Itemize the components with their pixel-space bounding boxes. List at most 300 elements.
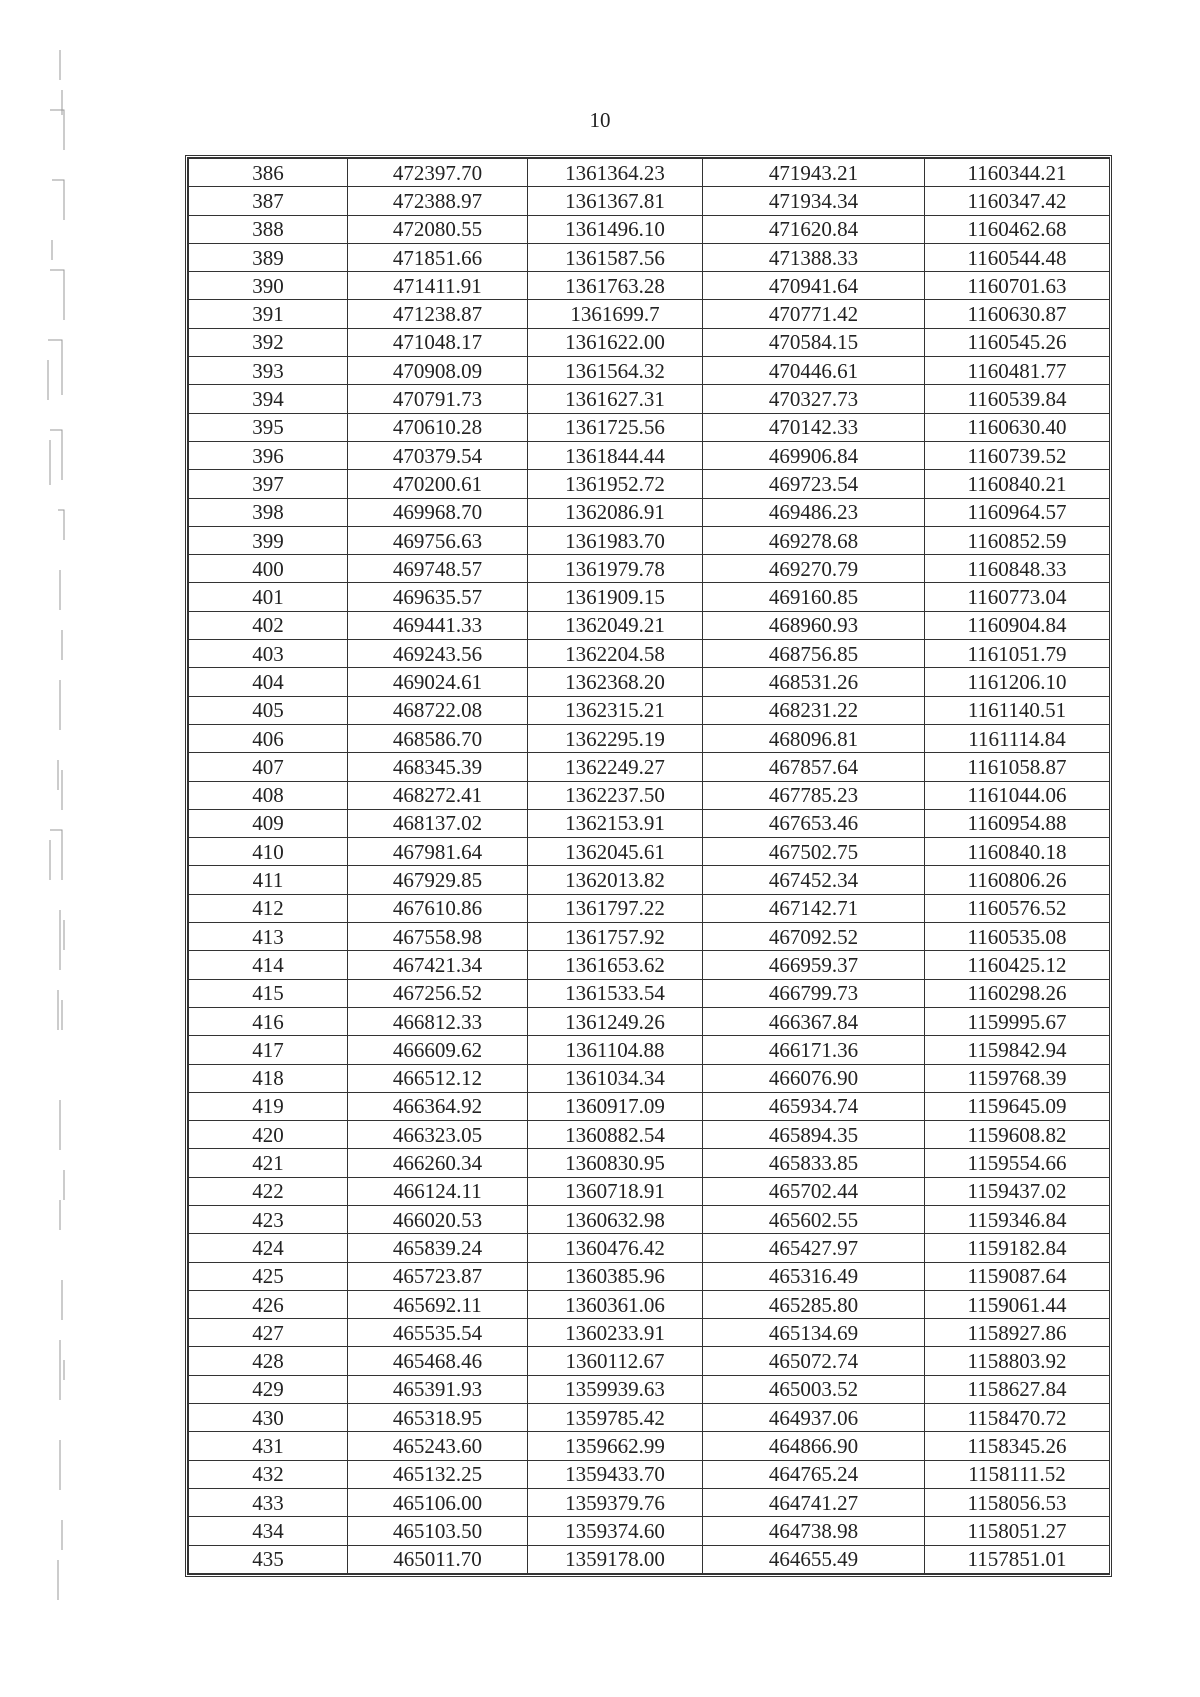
col-x2: 465072.74 <box>703 1347 925 1375</box>
col-x2: 464866.90 <box>703 1432 925 1460</box>
data-row <box>189 1121 1110 1149</box>
col-x2: 467502.75 <box>703 838 925 866</box>
data-row <box>189 1488 1110 1516</box>
data-row <box>189 1375 1110 1403</box>
col-x2: 464738.98 <box>703 1517 925 1545</box>
col-point: 435 <box>189 1545 348 1573</box>
col-y2: 1159182.84 <box>925 1234 1110 1262</box>
col-point: 418 <box>189 1064 348 1092</box>
col-x2: 465134.69 <box>703 1319 925 1347</box>
col-y2: 1158345.26 <box>925 1432 1110 1460</box>
col-x1: 466323.05 <box>348 1121 528 1149</box>
col-y1: 1361763.28 <box>528 272 703 300</box>
col-y2: 1160630.40 <box>925 413 1110 441</box>
data-row <box>189 243 1110 271</box>
col-y2: 1161044.06 <box>925 781 1110 809</box>
col-y1: 1359939.63 <box>528 1375 703 1403</box>
col-y2: 1160701.63 <box>925 272 1110 300</box>
col-x1: 466609.62 <box>348 1036 528 1064</box>
col-x1: 465692.11 <box>348 1290 528 1318</box>
col-y2: 1157851.01 <box>925 1545 1110 1573</box>
data-row <box>189 1545 1110 1573</box>
data-row <box>189 441 1110 469</box>
col-y2: 1158627.84 <box>925 1375 1110 1403</box>
col-y1: 1361757.92 <box>528 923 703 951</box>
data-row <box>189 498 1110 526</box>
col-point: 424 <box>189 1234 348 1262</box>
col-y2: 1160954.88 <box>925 809 1110 837</box>
col-x1: 469748.57 <box>348 555 528 583</box>
col-x1: 467256.52 <box>348 979 528 1007</box>
col-x2: 465833.85 <box>703 1149 925 1177</box>
col-y1: 1361725.56 <box>528 413 703 441</box>
col-x2: 470584.15 <box>703 328 925 356</box>
col-point: 433 <box>189 1488 348 1516</box>
data-row <box>189 1432 1110 1460</box>
col-x1: 467558.98 <box>348 923 528 951</box>
data-row <box>189 696 1110 724</box>
col-y2: 1160840.21 <box>925 470 1110 498</box>
col-point: 387 <box>189 187 348 215</box>
col-y1: 1361364.23 <box>528 159 703 187</box>
col-y2: 1159842.94 <box>925 1036 1110 1064</box>
col-point: 429 <box>189 1375 348 1403</box>
col-y1: 1362315.21 <box>528 696 703 724</box>
col-y1: 1361622.00 <box>528 328 703 356</box>
coordinate-table <box>188 158 1110 1574</box>
col-x1: 469756.63 <box>348 526 528 554</box>
col-y2: 1159346.84 <box>925 1205 1110 1233</box>
col-y2: 1160852.59 <box>925 526 1110 554</box>
data-row <box>189 328 1110 356</box>
col-x2: 467785.23 <box>703 781 925 809</box>
col-x2: 471934.34 <box>703 187 925 215</box>
data-row <box>189 1460 1110 1488</box>
col-y1: 1360476.42 <box>528 1234 703 1262</box>
col-x1: 465839.24 <box>348 1234 528 1262</box>
col-x2: 465894.35 <box>703 1121 925 1149</box>
col-x2: 465934.74 <box>703 1092 925 1120</box>
data-row <box>189 357 1110 385</box>
col-x2: 467857.64 <box>703 753 925 781</box>
data-row <box>189 1036 1110 1064</box>
col-point: 414 <box>189 951 348 979</box>
col-y2: 1161114.84 <box>925 724 1110 752</box>
data-row <box>189 159 1110 187</box>
col-y1: 1359178.00 <box>528 1545 703 1573</box>
data-row <box>189 1319 1110 1347</box>
col-x2: 469270.79 <box>703 555 925 583</box>
col-point: 432 <box>189 1460 348 1488</box>
col-point: 406 <box>189 724 348 752</box>
col-x1: 472388.97 <box>348 187 528 215</box>
col-y2: 1160481.77 <box>925 357 1110 385</box>
col-y1: 1361952.72 <box>528 470 703 498</box>
col-x2: 465003.52 <box>703 1375 925 1403</box>
col-point: 431 <box>189 1432 348 1460</box>
col-y1: 1360385.96 <box>528 1262 703 1290</box>
col-y2: 1160544.48 <box>925 243 1110 271</box>
col-x2: 466959.37 <box>703 951 925 979</box>
col-y2: 1160545.26 <box>925 328 1110 356</box>
col-y2: 1159768.39 <box>925 1064 1110 1092</box>
col-x2: 470142.33 <box>703 413 925 441</box>
col-x1: 470610.28 <box>348 413 528 441</box>
col-x2: 467653.46 <box>703 809 925 837</box>
col-y1: 1362013.82 <box>528 866 703 894</box>
col-x2: 471620.84 <box>703 215 925 243</box>
col-x1: 465535.54 <box>348 1319 528 1347</box>
data-row <box>189 1347 1110 1375</box>
col-y2: 1161206.10 <box>925 668 1110 696</box>
data-row <box>189 470 1110 498</box>
col-x1: 465243.60 <box>348 1432 528 1460</box>
col-y1: 1362204.58 <box>528 640 703 668</box>
col-y1: 1360882.54 <box>528 1121 703 1149</box>
col-x1: 467929.85 <box>348 866 528 894</box>
col-y2: 1160539.84 <box>925 385 1110 413</box>
col-point: 396 <box>189 441 348 469</box>
col-y1: 1361034.34 <box>528 1064 703 1092</box>
col-y1: 1362368.20 <box>528 668 703 696</box>
col-point: 398 <box>189 498 348 526</box>
col-point: 423 <box>189 1205 348 1233</box>
col-x1: 465468.46 <box>348 1347 528 1375</box>
col-x1: 472080.55 <box>348 215 528 243</box>
col-x2: 470327.73 <box>703 385 925 413</box>
data-row <box>189 979 1110 1007</box>
col-y2: 1159437.02 <box>925 1177 1110 1205</box>
col-x2: 464741.27 <box>703 1488 925 1516</box>
col-x2: 467142.71 <box>703 894 925 922</box>
data-row <box>189 781 1110 809</box>
col-y2: 1160535.08 <box>925 923 1110 951</box>
data-row <box>189 526 1110 554</box>
col-y1: 1362049.21 <box>528 611 703 639</box>
data-row <box>189 413 1110 441</box>
col-y1: 1361909.15 <box>528 583 703 611</box>
col-y1: 1360830.95 <box>528 1149 703 1177</box>
col-x1: 466260.34 <box>348 1149 528 1177</box>
col-y2: 1161051.79 <box>925 640 1110 668</box>
data-row <box>189 894 1110 922</box>
col-x1: 471411.91 <box>348 272 528 300</box>
col-point: 399 <box>189 526 348 554</box>
col-x2: 464655.49 <box>703 1545 925 1573</box>
col-point: 390 <box>189 272 348 300</box>
col-point: 425 <box>189 1262 348 1290</box>
col-x2: 466171.36 <box>703 1036 925 1064</box>
data-row <box>189 1404 1110 1432</box>
data-row <box>189 300 1110 328</box>
data-row <box>189 1064 1110 1092</box>
col-x2: 468096.81 <box>703 724 925 752</box>
col-x1: 468137.02 <box>348 809 528 837</box>
col-y1: 1360718.91 <box>528 1177 703 1205</box>
data-row <box>189 1149 1110 1177</box>
col-y2: 1159645.09 <box>925 1092 1110 1120</box>
col-point: 392 <box>189 328 348 356</box>
col-y2: 1160630.87 <box>925 300 1110 328</box>
data-row <box>189 724 1110 752</box>
col-y1: 1361249.26 <box>528 1007 703 1035</box>
binding-hole-marks <box>40 40 80 1660</box>
col-x2: 465602.55 <box>703 1205 925 1233</box>
col-x1: 466364.92 <box>348 1092 528 1120</box>
data-row <box>189 866 1110 894</box>
col-y2: 1159554.66 <box>925 1149 1110 1177</box>
col-y1: 1359433.70 <box>528 1460 703 1488</box>
col-point: 391 <box>189 300 348 328</box>
col-y2: 1161058.87 <box>925 753 1110 781</box>
col-point: 417 <box>189 1036 348 1064</box>
data-row <box>189 1007 1110 1035</box>
col-y2: 1158470.72 <box>925 1404 1110 1432</box>
col-x1: 468586.70 <box>348 724 528 752</box>
data-row <box>189 753 1110 781</box>
col-y1: 1361627.31 <box>528 385 703 413</box>
col-point: 427 <box>189 1319 348 1347</box>
col-x1: 471851.66 <box>348 243 528 271</box>
col-y1: 1360361.06 <box>528 1290 703 1318</box>
col-x1: 469024.61 <box>348 668 528 696</box>
data-row <box>189 640 1110 668</box>
data-row <box>189 1205 1110 1233</box>
col-point: 404 <box>189 668 348 696</box>
col-x1: 470200.61 <box>348 470 528 498</box>
col-x2: 469160.85 <box>703 583 925 611</box>
col-point: 421 <box>189 1149 348 1177</box>
col-y1: 1362045.61 <box>528 838 703 866</box>
col-y2: 1158111.52 <box>925 1460 1110 1488</box>
col-y1: 1361979.78 <box>528 555 703 583</box>
col-point: 413 <box>189 923 348 951</box>
col-x2: 469723.54 <box>703 470 925 498</box>
col-point: 411 <box>189 866 348 894</box>
col-point: 402 <box>189 611 348 639</box>
data-row <box>189 385 1110 413</box>
data-row <box>189 1234 1110 1262</box>
col-x2: 468531.26 <box>703 668 925 696</box>
col-y1: 1359374.60 <box>528 1517 703 1545</box>
col-point: 388 <box>189 215 348 243</box>
col-x1: 465318.95 <box>348 1404 528 1432</box>
col-x2: 469278.68 <box>703 526 925 554</box>
col-y2: 1160806.26 <box>925 866 1110 894</box>
col-y2: 1160840.18 <box>925 838 1110 866</box>
col-x1: 467981.64 <box>348 838 528 866</box>
col-x1: 470908.09 <box>348 357 528 385</box>
data-row <box>189 1262 1110 1290</box>
col-point: 400 <box>189 555 348 583</box>
col-y1: 1360112.67 <box>528 1347 703 1375</box>
data-row <box>189 668 1110 696</box>
col-y2: 1160964.57 <box>925 498 1110 526</box>
col-point: 434 <box>189 1517 348 1545</box>
col-y1: 1360233.91 <box>528 1319 703 1347</box>
data-row <box>189 838 1110 866</box>
col-y1: 1360917.09 <box>528 1092 703 1120</box>
col-y2: 1161140.51 <box>925 696 1110 724</box>
col-x2: 469486.23 <box>703 498 925 526</box>
col-x1: 465103.50 <box>348 1517 528 1545</box>
col-x2: 466367.84 <box>703 1007 925 1035</box>
data-row <box>189 1290 1110 1318</box>
col-point: 401 <box>189 583 348 611</box>
col-x2: 466076.90 <box>703 1064 925 1092</box>
col-y1: 1362153.91 <box>528 809 703 837</box>
col-x2: 464765.24 <box>703 1460 925 1488</box>
col-y2: 1159087.64 <box>925 1262 1110 1290</box>
col-x1: 468272.41 <box>348 781 528 809</box>
col-x1: 469968.70 <box>348 498 528 526</box>
col-y1: 1359379.76 <box>528 1488 703 1516</box>
col-x1: 470791.73 <box>348 385 528 413</box>
col-y1: 1359785.42 <box>528 1404 703 1432</box>
col-y1: 1361844.44 <box>528 441 703 469</box>
data-row <box>189 215 1110 243</box>
col-x2: 468756.85 <box>703 640 925 668</box>
col-x1: 467610.86 <box>348 894 528 922</box>
col-y1: 1359662.99 <box>528 1432 703 1460</box>
data-row <box>189 272 1110 300</box>
col-x1: 467421.34 <box>348 951 528 979</box>
col-point: 389 <box>189 243 348 271</box>
col-x1: 465106.00 <box>348 1488 528 1516</box>
col-x2: 464937.06 <box>703 1404 925 1432</box>
col-y1: 1361983.70 <box>528 526 703 554</box>
col-x1: 472397.70 <box>348 159 528 187</box>
col-y1: 1362295.19 <box>528 724 703 752</box>
col-y2: 1160344.21 <box>925 159 1110 187</box>
col-point: 394 <box>189 385 348 413</box>
col-point: 409 <box>189 809 348 837</box>
col-x2: 470446.61 <box>703 357 925 385</box>
col-point: 426 <box>189 1290 348 1318</box>
col-y2: 1160576.52 <box>925 894 1110 922</box>
col-point: 407 <box>189 753 348 781</box>
data-row <box>189 555 1110 583</box>
col-point: 405 <box>189 696 348 724</box>
col-y2: 1160739.52 <box>925 441 1110 469</box>
col-x2: 468231.22 <box>703 696 925 724</box>
data-row <box>189 951 1110 979</box>
col-x1: 468722.08 <box>348 696 528 724</box>
col-x1: 465011.70 <box>348 1545 528 1573</box>
col-y1: 1361653.62 <box>528 951 703 979</box>
col-point: 412 <box>189 894 348 922</box>
col-x1: 468345.39 <box>348 753 528 781</box>
col-point: 420 <box>189 1121 348 1149</box>
col-x2: 466799.73 <box>703 979 925 1007</box>
col-x1: 469243.56 <box>348 640 528 668</box>
col-y1: 1361533.54 <box>528 979 703 1007</box>
col-y2: 1158051.27 <box>925 1517 1110 1545</box>
coordinate-table-body <box>189 159 1110 1574</box>
col-y2: 1160298.26 <box>925 979 1110 1007</box>
coordinate-table-frame <box>185 155 1112 1577</box>
col-point: 410 <box>189 838 348 866</box>
col-x2: 465316.49 <box>703 1262 925 1290</box>
col-y1: 1362249.27 <box>528 753 703 781</box>
col-y1: 1362237.50 <box>528 781 703 809</box>
col-y2: 1160462.68 <box>925 215 1110 243</box>
col-y2: 1159995.67 <box>925 1007 1110 1035</box>
data-row <box>189 1092 1110 1120</box>
col-y2: 1160347.42 <box>925 187 1110 215</box>
col-y2: 1159608.82 <box>925 1121 1110 1149</box>
col-point: 393 <box>189 357 348 385</box>
col-x2: 471943.21 <box>703 159 925 187</box>
col-x1: 466124.11 <box>348 1177 528 1205</box>
col-y1: 1361699.7 <box>528 300 703 328</box>
col-point: 408 <box>189 781 348 809</box>
col-point: 430 <box>189 1404 348 1432</box>
col-y1: 1362086.91 <box>528 498 703 526</box>
data-row <box>189 1177 1110 1205</box>
col-x1: 466512.12 <box>348 1064 528 1092</box>
col-x2: 469906.84 <box>703 441 925 469</box>
col-x2: 470771.42 <box>703 300 925 328</box>
col-x2: 465285.80 <box>703 1290 925 1318</box>
data-row <box>189 809 1110 837</box>
col-x2: 470941.64 <box>703 272 925 300</box>
col-point: 397 <box>189 470 348 498</box>
col-y2: 1160773.04 <box>925 583 1110 611</box>
col-point: 422 <box>189 1177 348 1205</box>
col-y1: 1361587.56 <box>528 243 703 271</box>
col-point: 403 <box>189 640 348 668</box>
col-y1: 1360632.98 <box>528 1205 703 1233</box>
col-x2: 471388.33 <box>703 243 925 271</box>
data-row <box>189 611 1110 639</box>
col-y1: 1361104.88 <box>528 1036 703 1064</box>
col-x1: 466812.33 <box>348 1007 528 1035</box>
col-y1: 1361564.32 <box>528 357 703 385</box>
col-y1: 1361797.22 <box>528 894 703 922</box>
col-y2: 1158056.53 <box>925 1488 1110 1516</box>
col-y1: 1361496.10 <box>528 215 703 243</box>
col-y2: 1160904.84 <box>925 611 1110 639</box>
data-row <box>189 187 1110 215</box>
col-y2: 1158803.92 <box>925 1347 1110 1375</box>
col-x2: 465702.44 <box>703 1177 925 1205</box>
data-row <box>189 583 1110 611</box>
col-x1: 465132.25 <box>348 1460 528 1488</box>
col-point: 386 <box>189 159 348 187</box>
col-point: 395 <box>189 413 348 441</box>
col-y1: 1361367.81 <box>528 187 703 215</box>
page-number: 10 <box>589 108 611 132</box>
col-y2: 1160848.33 <box>925 555 1110 583</box>
data-row <box>189 923 1110 951</box>
col-x1: 469441.33 <box>348 611 528 639</box>
col-x2: 465427.97 <box>703 1234 925 1262</box>
col-x1: 470379.54 <box>348 441 528 469</box>
col-x2: 468960.93 <box>703 611 925 639</box>
col-point: 416 <box>189 1007 348 1035</box>
col-x1: 469635.57 <box>348 583 528 611</box>
col-point: 419 <box>189 1092 348 1120</box>
col-point: 428 <box>189 1347 348 1375</box>
col-x1: 465723.87 <box>348 1262 528 1290</box>
data-row <box>189 1517 1110 1545</box>
col-x1: 471048.17 <box>348 328 528 356</box>
col-point: 415 <box>189 979 348 1007</box>
col-x1: 465391.93 <box>348 1375 528 1403</box>
col-x2: 467092.52 <box>703 923 925 951</box>
col-y2: 1159061.44 <box>925 1290 1110 1318</box>
